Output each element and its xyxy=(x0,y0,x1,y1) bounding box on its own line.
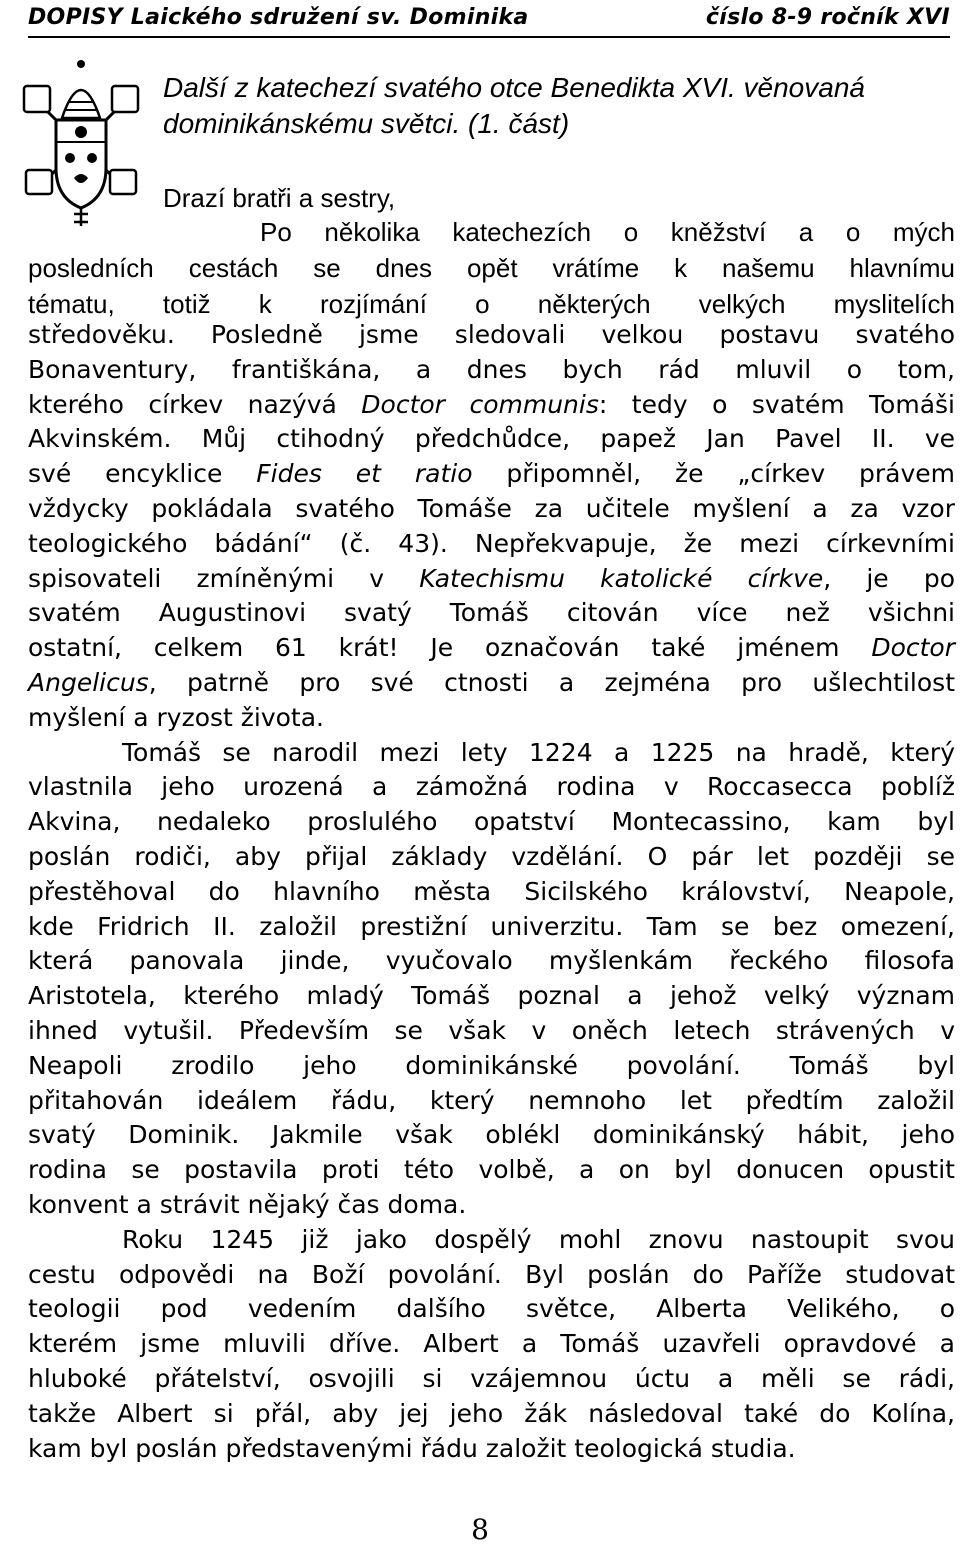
text-line: cestu odpovědi na Boží povolání. Byl poslán do Paříže studovat xyxy=(28,1259,955,1289)
page-number: 8 xyxy=(471,1513,489,1546)
text-line: Aristotela, kterého mladý Tomáš poznal a jehož velký význam xyxy=(28,981,955,1011)
text-line: vlastnila jeho urozená a zámožná rodina v Roccasecca poblíž xyxy=(28,772,955,802)
text-line: myšlení a ryzost života. xyxy=(28,702,324,732)
body-text xyxy=(28,318,955,1466)
text-line: poslán rodiči, aby přijal základy vzdělání. O pár let později se xyxy=(28,841,955,871)
text-line: spisovateli zmíněnými v Katechismu katolické církve, je po xyxy=(28,563,955,593)
paragraph-1 xyxy=(28,214,955,322)
text-line: hluboké přátelství, osvojili si vzájemnou úctu a měli se rádi, xyxy=(28,1363,955,1393)
text-line: Akvina, nedaleko proslulého opatství Montecassino, kam byl xyxy=(28,807,955,837)
text-line: Po několika katechezích o kněžství a o mých xyxy=(260,217,955,247)
salutation: Drazí bratři a sestry, xyxy=(163,183,396,213)
text-line: přestěhoval do hlavního města Sicilského království, Neapole, xyxy=(28,876,955,906)
text-line: posledních cestách se dnes opět vrátíme k našemu hlavnímu xyxy=(28,253,955,283)
text-line: své encyklice Fides et ratio připomněl, že „církev právem xyxy=(28,459,956,489)
text-line: teologického bádání“ (č. 43). Nepřekvapuje, že mezi církevními xyxy=(28,528,955,558)
text-line: vždycky pokládala svatého Tomáše za učitele myšlení a za vzor xyxy=(28,493,955,523)
text-line: konvent a strávit nějaký čas doma. xyxy=(28,1189,467,1219)
text-line: středověku. Posledně jsme sledovali velkou postavu svatého xyxy=(28,320,955,349)
text-line: Akvinském. Můj ctihodný předchůdce, papež Jan Pavel II. ve xyxy=(28,424,955,454)
text-line: Bonaventury, františkána, a dnes bych rád mluvil o tom, xyxy=(28,354,955,384)
text-line: Neapoli zrodilo jeho dominikánské povolání. Tomáš byl xyxy=(28,1050,955,1080)
text-line: Roku 1245 již jako dospělý mohl znovu nastoupit svou xyxy=(122,1224,955,1254)
papal-coat-of-arms-icon xyxy=(22,58,140,228)
text-line: svatém Augustinovi svatý Tomáš citován více než všichni xyxy=(28,598,955,628)
header-title: DOPISY Laického sdružení sv. Dominika xyxy=(28,5,529,30)
header-issue: číslo 8-9 ročník XVI xyxy=(705,5,950,30)
text-line: Angelicus, patrně pro své ctnosti a zejména pro ušlechtilost xyxy=(28,667,955,697)
text-line: kterém jsme mluvili dříve. Albert a Tomáš uzavřeli opravdové a xyxy=(28,1329,955,1359)
text-line: přitahován ideálem řádu, který nemnoho let předtím založil xyxy=(28,1085,955,1115)
text-line: takže Albert si přál, aby jej jeho žák následoval také do Kolína, xyxy=(28,1398,955,1428)
text-line: teologii pod vedením dalšího světce, Alberta Velikého, o xyxy=(28,1294,955,1324)
text-line: rodina se postavila proti této volbě, a on byl donucen opustit xyxy=(28,1155,955,1185)
intro-line: dominikánskému světci. (1. část) xyxy=(163,108,570,139)
text-line: tématu, totiž k rozjímání o některých velkých myslitelích xyxy=(28,289,955,319)
text-line: kterého církev nazývá Doctor communis: tedy o svatém Tomáši xyxy=(28,389,955,419)
text-line: ostatní, celkem 61 krát! Je označován také jménem Doctor xyxy=(28,633,955,663)
paragraph-4 xyxy=(28,1223,955,1467)
text-line: kde Fridrich II. založil prestižní univerzitu. Tam se bez omezení, xyxy=(28,911,955,941)
text-line: která panovala jinde, vyučovalo myšlenkám řeckého filosofa xyxy=(28,946,955,976)
running-header xyxy=(28,2,950,38)
intro-heading xyxy=(163,70,953,142)
paragraph-2 xyxy=(28,318,955,736)
text-line: Tomáš se narodil mezi lety 1224 a 1225 na hradě, který xyxy=(122,737,955,767)
text-line: kam byl poslán představenými řádu založit teologická studia. xyxy=(28,1433,796,1463)
text-line: svatý Dominik. Jakmile však oblékl dominikánský hábit, jeho xyxy=(28,1120,955,1150)
text-line: ihned vytušil. Především se však v oněch letech strávených v xyxy=(28,1015,955,1045)
paragraph-3 xyxy=(28,736,955,1223)
intro-line: Další z katechezí svatého otce Benedikta XVI. věnovaná xyxy=(163,72,865,103)
